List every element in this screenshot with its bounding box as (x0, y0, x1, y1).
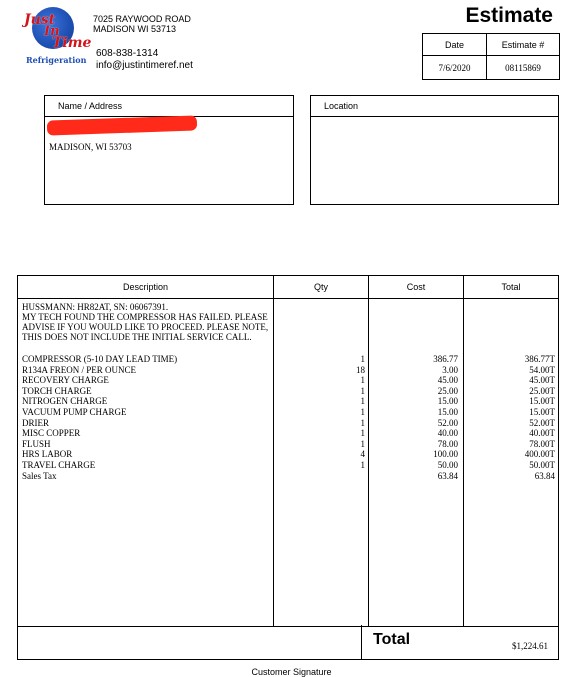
item-total: 25.00T (529, 385, 555, 396)
date-label: Date (444, 40, 464, 50)
table-row (18, 386, 558, 397)
item-total: 40.00T (529, 428, 555, 439)
estimate-number-value: 08115869 (505, 63, 541, 73)
name-address-label: Name / Address (58, 101, 123, 111)
item-total: 400.00T (524, 449, 555, 460)
item-qty: 1 (360, 396, 365, 407)
estimate-info-table (422, 33, 560, 80)
item-description: HRS LABOR (22, 449, 73, 460)
item-total: 15.00T (529, 407, 555, 417)
item-cost: 15.00 (437, 407, 458, 417)
company-email[interactable]: info@justintimeref.net (96, 60, 193, 71)
item-description: Sales Tax (22, 470, 57, 481)
header-qty: Qty (313, 282, 328, 292)
table-row (18, 460, 558, 471)
item-description: VACUUM PUMP CHARGE (22, 407, 127, 417)
item-qty: 1 (360, 354, 365, 364)
table-row (18, 354, 558, 365)
total-footer (17, 625, 559, 660)
header-description: Description (122, 282, 169, 292)
item-qty: 1 (360, 417, 365, 428)
logo-text-time: Time (52, 35, 92, 51)
item-qty: 4 (360, 449, 365, 460)
item-total: 50.00T (529, 460, 555, 470)
header-cost: Cost (406, 282, 426, 292)
item-cost: 25.00 (437, 385, 458, 396)
item-cost: 63.84 (437, 470, 458, 481)
estimate-notes: HUSSMANN: HR82AT, SN: 06067391. MY TECH FOUND THE COMPRESSOR HAS FAILED. PLEASE ADVISE IF YOU WOULD LIKE TO PROCEED. PLEASE NOTE, THIS DOES NOT INCLUDE THE INITIAL SERVICE CALL. (22, 302, 269, 342)
item-description: NITROGEN CHARGE (22, 396, 108, 407)
table-row (18, 396, 558, 407)
item-total: 78.00T (529, 438, 555, 449)
item-description: COMPRESSOR (5-10 DAY LEAD TIME) (22, 354, 178, 364)
item-total: 386.77T (524, 354, 555, 364)
item-cost: 52.00 (437, 417, 458, 428)
item-cost: 100.00 (433, 449, 458, 460)
table-row (18, 418, 558, 429)
item-total: 54.00T (529, 364, 555, 375)
item-description: FLUSH (22, 438, 51, 449)
header-total: Total (501, 282, 521, 292)
table-row (18, 471, 558, 482)
item-qty: 1 (360, 385, 365, 396)
logo-subtitle: Refrigeration (26, 55, 87, 65)
table-row (18, 449, 558, 460)
item-cost: 386.77 (433, 354, 458, 364)
line-items-table (17, 275, 559, 627)
item-cost: 50.00 (437, 460, 458, 470)
table-row (18, 428, 558, 439)
item-description: R134A FREON / PER OUNCE (22, 364, 137, 375)
total-label: Total (373, 631, 411, 648)
item-qty: 18 (356, 364, 365, 375)
table-row (18, 365, 558, 376)
item-total: 45.00T (529, 375, 555, 386)
item-qty: 1 (360, 438, 365, 449)
customer-city-line: MADISON, WI 53703 (49, 142, 132, 152)
item-description: TRAVEL CHARGE (22, 460, 96, 470)
item-description: RECOVERY CHARGE (22, 375, 109, 386)
item-total: 63.84 (534, 470, 555, 481)
estimate-number-label: Estimate # (501, 40, 545, 50)
item-cost: 15.00 (437, 396, 458, 407)
table-row (18, 407, 558, 418)
item-cost: 40.00 (437, 428, 458, 439)
item-qty: 1 (360, 428, 365, 439)
table-row (18, 375, 558, 386)
location-box (310, 95, 559, 205)
item-description: MISC COPPER (22, 428, 81, 439)
item-description: TORCH CHARGE (22, 385, 92, 396)
table-row (18, 439, 558, 450)
logo-text-just: Just (24, 12, 56, 28)
location-label: Location (324, 101, 359, 111)
date-value: 7/6/2020 (438, 63, 471, 73)
item-cost: 45.00 (437, 375, 458, 386)
item-qty: 1 (360, 407, 365, 417)
item-description: DRIER (22, 417, 49, 428)
item-cost: 78.00 (437, 438, 458, 449)
name-address-box (44, 95, 294, 205)
logo-text-in: In (44, 24, 60, 39)
company-phone: 608-838-1314 (96, 48, 159, 59)
item-cost: 3.00 (442, 364, 458, 375)
item-total: 52.00T (529, 417, 555, 428)
item-qty: 1 (360, 460, 365, 470)
item-qty: 1 (360, 375, 365, 386)
document-title: Estimate (465, 4, 553, 27)
item-total: 15.00T (529, 396, 555, 407)
total-value: $1,224.61 (512, 641, 548, 651)
redaction-mark (47, 115, 197, 135)
company-address-line2: MADISON WI 53713 (93, 24, 177, 34)
company-address-line1: 7025 RAYWOOD ROAD (93, 14, 191, 24)
customer-signature-label: Customer Signature (251, 667, 332, 677)
